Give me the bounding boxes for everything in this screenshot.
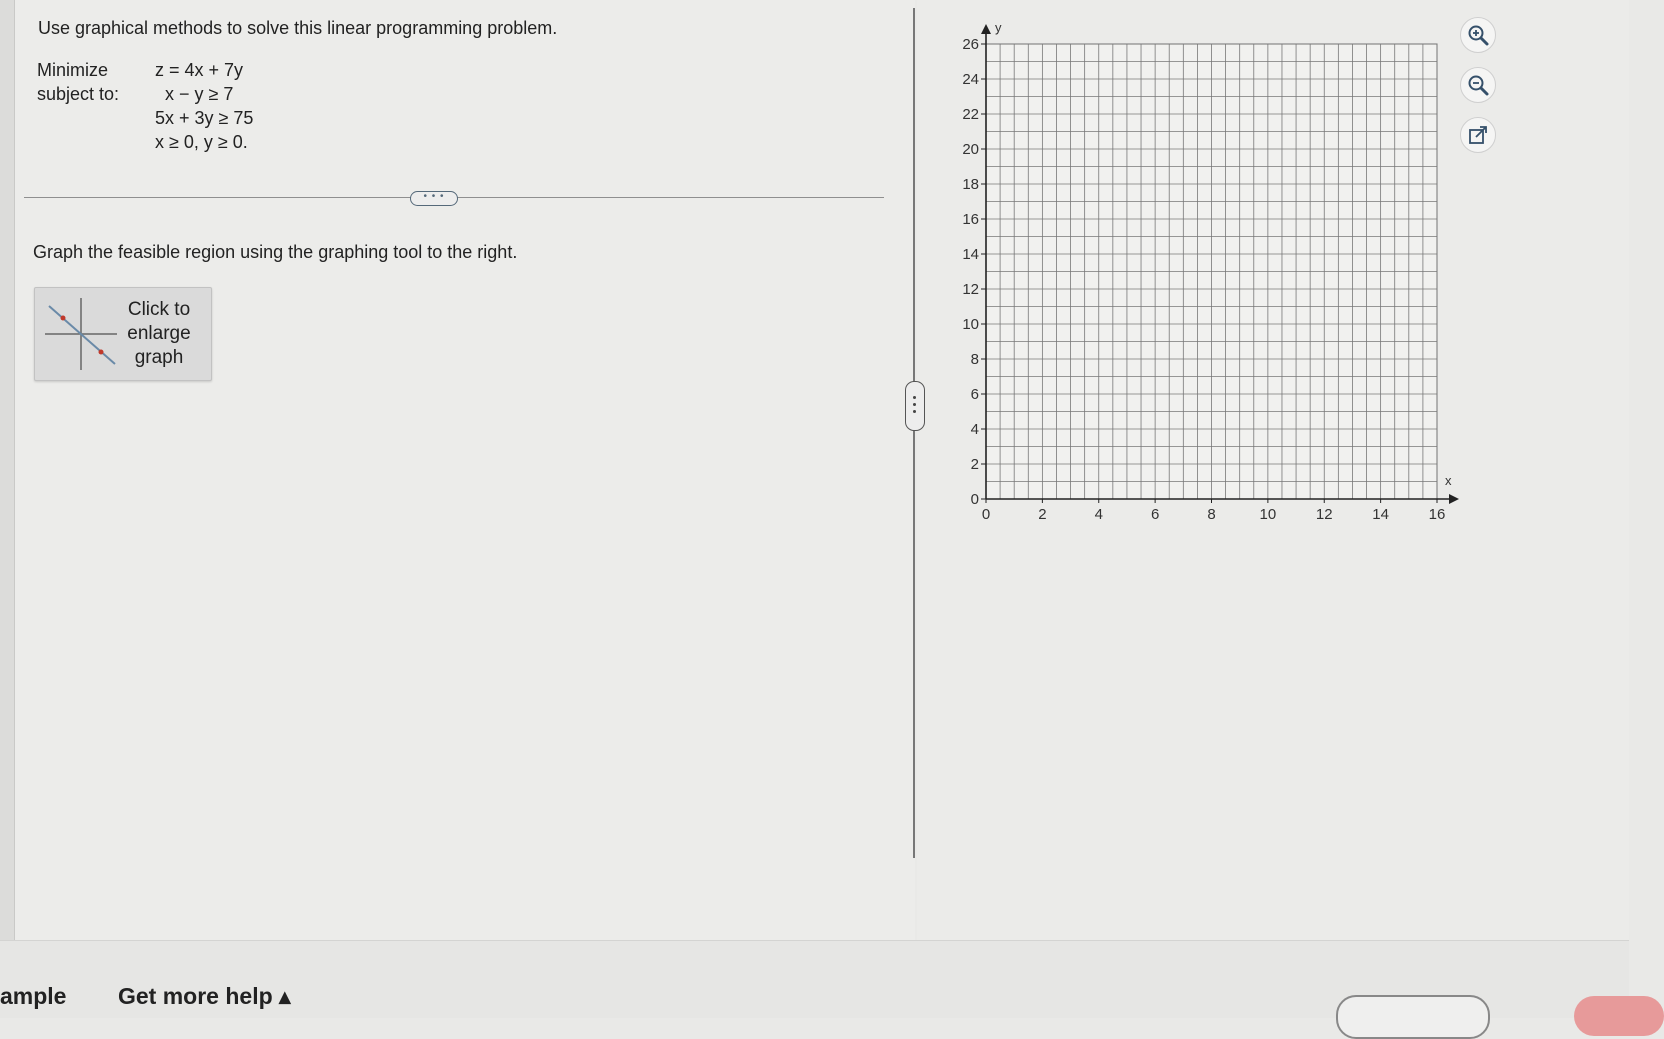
x-tick-label: 12 xyxy=(1315,506,1333,523)
graph-instruction: Graph the feasible region using the graphing tool to the right. xyxy=(33,242,518,262)
get-more-help-button[interactable]: Get more help ▴ xyxy=(118,983,291,1009)
constraint-2: 5x + 3y ≥ 75 xyxy=(155,108,254,128)
graph-thumbnail-icon xyxy=(43,296,119,372)
y-tick-label: 6 xyxy=(970,386,979,403)
y-tick-label: 12 xyxy=(962,281,979,298)
show-more-button[interactable]: • • • xyxy=(410,191,458,206)
y-tick-label: 22 xyxy=(962,106,979,123)
x-axis-label: x xyxy=(1445,473,1452,488)
problem-prompt: Use graphical methods to solve this linear programming problem. xyxy=(38,18,558,38)
enlarge-graph-button[interactable] xyxy=(34,287,212,381)
y-tick-label: 24 xyxy=(962,71,979,88)
y-tick-label: 14 xyxy=(962,246,979,263)
x-tick-label: 0 xyxy=(981,506,991,523)
x-tick-label: 8 xyxy=(1207,506,1216,523)
enlarge-graph-label xyxy=(117,298,201,370)
x-tick-label: 6 xyxy=(1150,506,1160,523)
y-tick-label: 0 xyxy=(970,491,979,508)
x-axis-arrow xyxy=(1449,494,1459,504)
y-tick-label: 10 xyxy=(962,316,979,333)
example-link[interactable]: ample xyxy=(0,983,67,1009)
x-tick-label: 10 xyxy=(1259,506,1277,523)
x-tick-label: 2 xyxy=(1038,506,1047,523)
bottom-primary-button[interactable] xyxy=(1574,996,1664,1036)
y-tick-label: 18 xyxy=(962,176,979,193)
y-tick-label: 2 xyxy=(970,456,979,473)
x-tick-label: 16 xyxy=(1428,506,1446,523)
minimize-label: Minimize xyxy=(37,60,109,80)
pane-resize-handle[interactable] xyxy=(905,381,925,431)
enlarge-label-line1: Click to xyxy=(127,299,191,320)
left-edge-strip xyxy=(0,0,15,940)
zoom-out-button[interactable] xyxy=(1460,67,1496,103)
enlarge-label-line2: enlarge xyxy=(127,323,191,344)
subject-to-label: subject to: xyxy=(37,84,120,104)
constraint-1: x − y ≥ 7 xyxy=(165,84,234,104)
zoom-in-button[interactable] xyxy=(1460,17,1496,53)
external-link-icon xyxy=(1467,124,1489,146)
x-tick-label: 4 xyxy=(1094,506,1103,523)
popout-button[interactable] xyxy=(1460,117,1496,153)
y-tick-label: 4 xyxy=(970,421,979,438)
graphing-tool[interactable] xyxy=(940,20,1460,523)
zoom-in-icon xyxy=(1467,24,1489,46)
x-tick-label: 14 xyxy=(1372,506,1389,523)
pane-splitter xyxy=(913,8,915,858)
enlarge-label-line3: graph xyxy=(134,347,184,368)
y-axis-label: y xyxy=(995,20,1002,35)
y-tick-label: 16 xyxy=(962,211,979,228)
y-tick-label: 26 xyxy=(962,36,979,53)
bottom-action-button[interactable] xyxy=(1336,995,1490,1039)
constraint-3: x ≥ 0, y ≥ 0. xyxy=(155,132,248,152)
y-tick-label: 8 xyxy=(970,351,979,368)
question-pane xyxy=(15,0,915,940)
y-axis-arrow xyxy=(981,24,991,34)
y-tick-label: 20 xyxy=(962,141,979,158)
objective-function: z = 4x + 7y xyxy=(155,60,244,80)
zoom-out-icon xyxy=(1467,74,1489,96)
